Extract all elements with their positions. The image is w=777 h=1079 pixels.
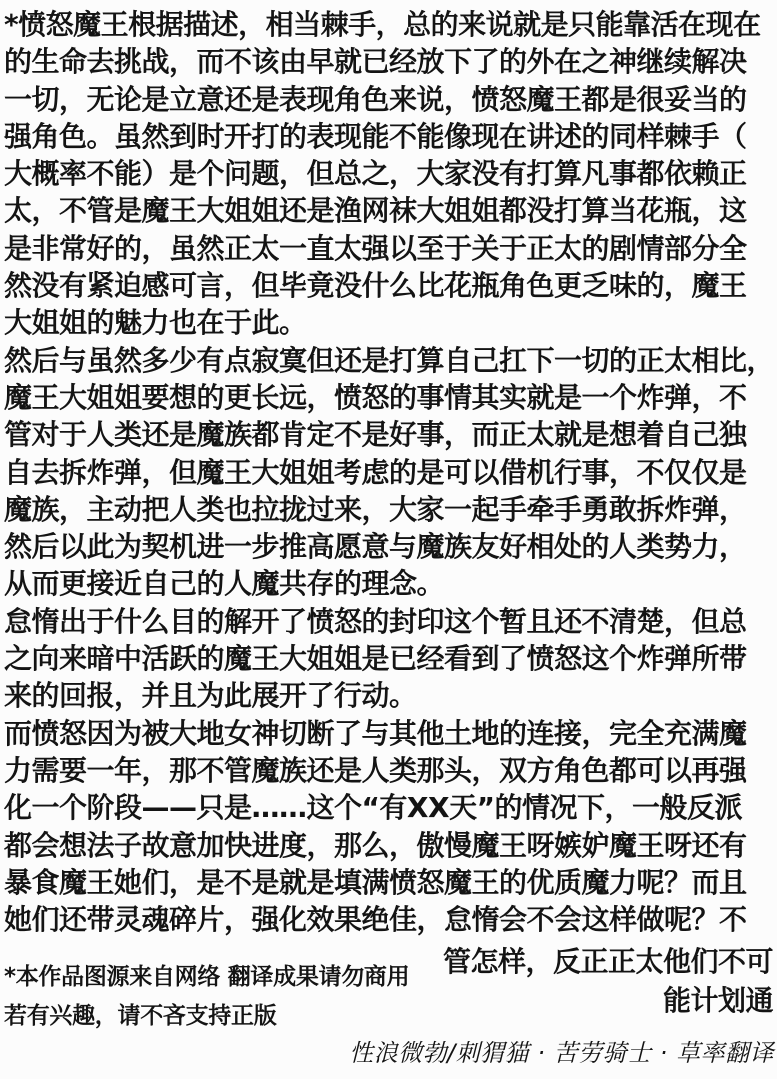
text-line: 然没有紧迫感可言，但毕竟没什么比花瓶角色更乏味的，魔王 <box>4 269 747 303</box>
text-line: 太，不管是魔王大姐姐还是渔网袜大姐姐都没打算当花瓶，这 <box>4 194 747 228</box>
text-line: 来的回报，并且为此展开了行动。 <box>4 679 417 713</box>
text-line: 怠惰出于什么目的解开了愤怒的封印这个暂且还不清楚，但总 <box>4 604 747 638</box>
text-line: 力需要一年，那不管魔族还是人类那头，双方角色都可以再强 <box>4 753 747 787</box>
translator-signature: 性浪微勃/刺猬猫 · 苦劳骑士 · 草率翻译 <box>349 1039 774 1067</box>
text-line: 管对于人类还是魔族都肯定不是好事，而正太就是想着自己独 <box>4 418 747 452</box>
text-line: 之向来暗中活跃的魔王大姐姐是已经看到了愤怒这个炸弹所带 <box>4 642 747 676</box>
text-line: *本作品图源来自网络 翻译成果请勿商用 <box>4 964 410 990</box>
text-line: 然后以此为契机进一步推高愿意与魔族友好相处的人类势力， <box>4 530 747 564</box>
text-line: 都会想法子故意加快进度，那么，傲慢魔王呀嫉妒魔王呀还有 <box>4 828 747 862</box>
text-line: 管怎样，反正正太他们不可 <box>442 945 773 978</box>
text-line: 大姐姐的魅力也在于此。 <box>4 306 307 340</box>
text-line: 大概率不能）是个问题，但总之，大家没有打算凡事都依赖正 <box>4 157 747 191</box>
text-line: 一切，无论是立意还是表现角色来说，愤怒魔王都是很妥当的 <box>4 82 747 116</box>
text-line: 而愤怒因为被大地女神切断了与其他土地的连接，完全充满魔 <box>4 716 747 750</box>
text-line: 化一个阶段——只是……这个“有XX天”的情况下，一般反派 <box>4 791 742 825</box>
text-line: 魔王大姐姐要想的更长远，愤怒的事情其实就是一个炸弹，不 <box>4 380 747 414</box>
text-line: 魔族，主动把人类也拉拢过来，大家一起手牵手勇敢拆炸弹， <box>4 492 747 526</box>
text-line: 暴食魔王她们，是不是就是填满愤怒魔王的优质魔力呢？而且 <box>4 865 747 899</box>
text-line: 自去拆炸弹，但魔王大姐姐考虑的是可以借机行事，不仅仅是 <box>4 455 747 489</box>
text-line: 然后与虽然多少有点寂寞但还是打算自己扛下一切的正太相比， <box>4 343 775 377</box>
text-line: 的生命去挑战，而不该由早就已经放下了的外在之神继续解决 <box>4 45 747 79</box>
text-line: 她们还带灵魂碎片，强化效果绝佳，怠惰会不会这样做呢？不 <box>4 903 747 937</box>
copyright-footnote <box>4 958 409 1036</box>
text-line: 能计划通 <box>662 983 773 1017</box>
commentary-overflow-text <box>443 943 773 1020</box>
commentary-body-text <box>4 6 777 938</box>
text-line: 是非常好的，虽然正太一直太强以至于关于正太的剧情部分全 <box>4 231 747 265</box>
text-line: 若有兴趣，请不吝支持正版 <box>4 1003 277 1029</box>
text-line: 强角色。虽然到时开打的表现能不能像现在讲述的同样棘手（ <box>4 119 747 153</box>
text-line: 从而更接近自己的人魔共存的理念。 <box>4 567 445 601</box>
text-line: *愤怒魔王根据描述，相当棘手，总的来说就是只能靠活在现在 <box>4 8 761 41</box>
